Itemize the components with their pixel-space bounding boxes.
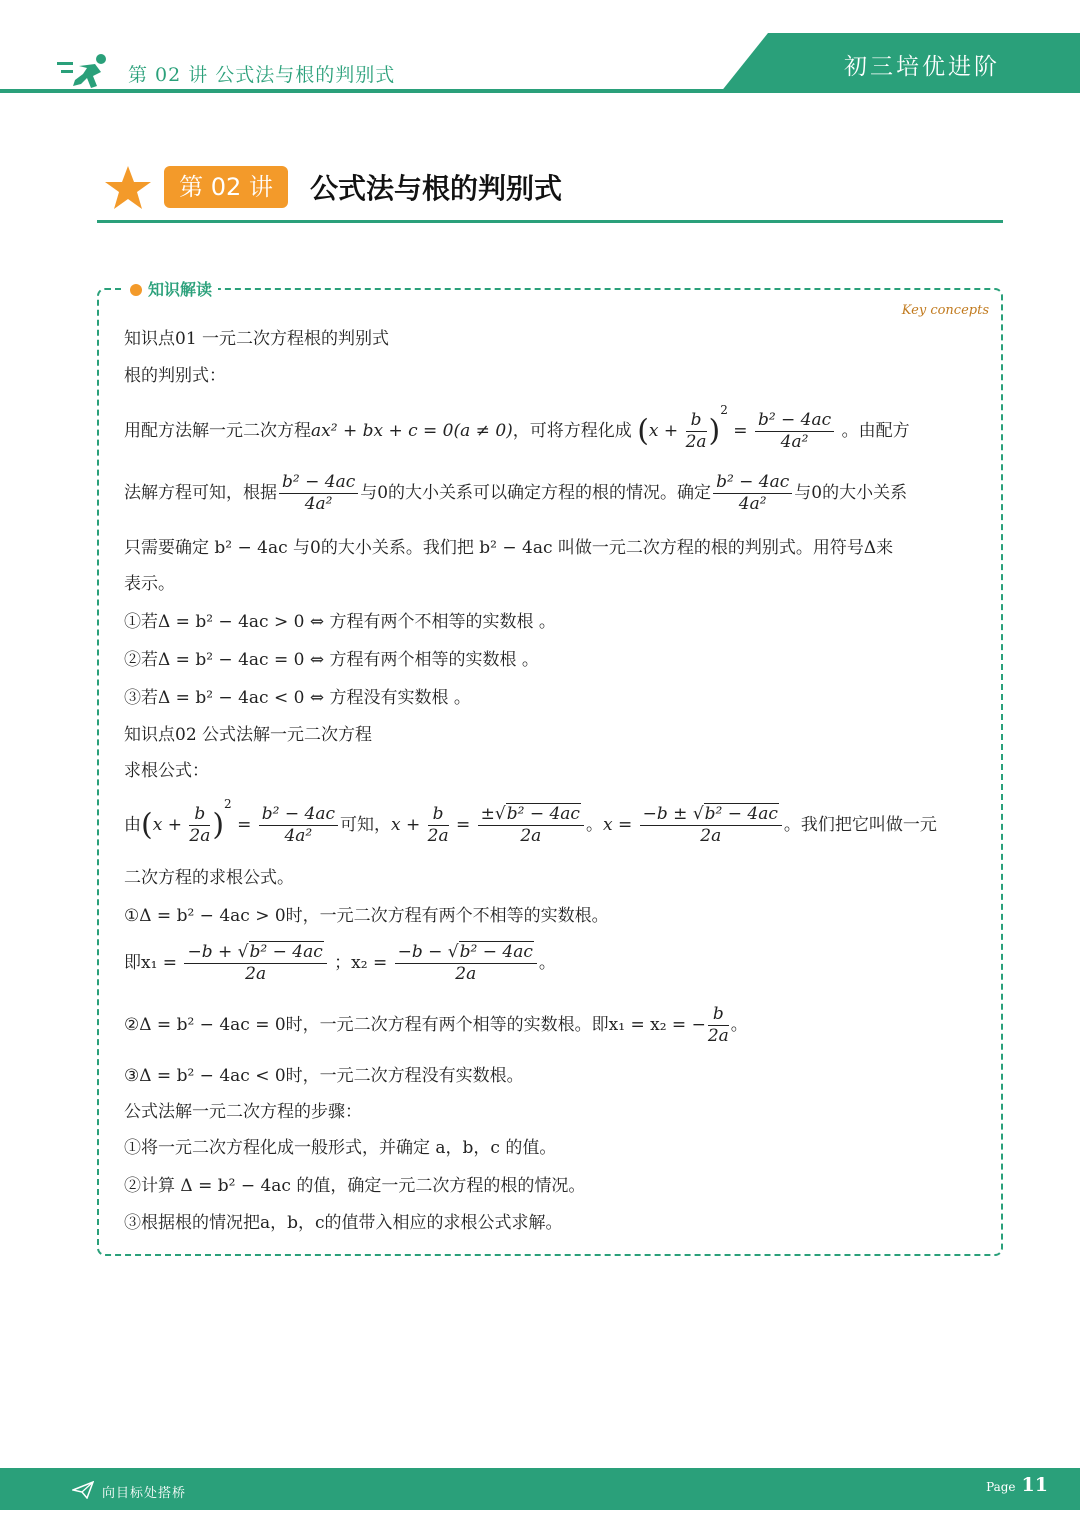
fraction-denominator: 2a <box>427 826 449 846</box>
fraction <box>755 412 834 451</box>
fraction-denominator: 2a <box>520 826 542 846</box>
paper-plane-icon <box>72 1481 94 1499</box>
lesson-badge: 第 02 讲 <box>164 166 288 208</box>
formula-line <box>124 798 937 845</box>
case-item: ①若Δ = b² − 4ac > 0 ⇔ 方程有两个不相等的实数根 。 <box>124 612 556 632</box>
fraction-numerator: b² − 4ac <box>259 806 338 826</box>
text-run: 。 <box>538 953 556 973</box>
radicand: b² − 4ac <box>459 942 533 962</box>
kp1-subheading: 根的判别式： <box>124 366 226 386</box>
page-header <box>0 0 1080 100</box>
paragraph-line <box>124 474 907 513</box>
step-item: ③根据根的情况把a，b，c的值带入相应的求根公式求解。 <box>124 1213 563 1233</box>
fraction-denominator: 2a <box>455 964 477 984</box>
root-case-3: ③Δ = b² − 4ac < 0时，一元二次方程没有实数根。 <box>124 1066 524 1086</box>
bullet-dot-icon <box>130 284 142 296</box>
text-run: 。由配方 <box>841 421 910 441</box>
fraction <box>428 806 449 845</box>
fraction-numerator <box>478 806 584 826</box>
text-run: 。我们把它叫做一元 <box>783 815 937 835</box>
text-run: 。 <box>585 815 603 835</box>
text-run: 与0的大小关系 <box>794 483 908 503</box>
paren: ) <box>708 413 721 449</box>
paragraph-line: 二次方程的求根公式。 <box>124 868 294 888</box>
fraction-numerator <box>640 806 782 826</box>
fraction <box>478 806 584 845</box>
radicand: b² − 4ac <box>249 942 323 962</box>
text-run: ；x₂ = <box>334 953 388 973</box>
equals-sign: = <box>237 815 252 835</box>
fraction <box>279 474 358 513</box>
fraction-numerator: b <box>686 412 707 432</box>
footer-slogan: 向目标处搭桥 <box>102 1486 187 1501</box>
case-item: ③若Δ = b² − 4ac < 0 ⇔ 方程没有实数根 。 <box>124 688 471 708</box>
fraction-numerator: b² − 4ac <box>279 474 358 494</box>
header-lesson-title: 第 02 讲 公式法与根的判别式 <box>128 64 396 86</box>
fraction-numerator: b <box>708 1006 729 1026</box>
page-number <box>986 1474 1048 1496</box>
text-run: 可知， <box>339 815 391 835</box>
fraction-denominator: 4a² <box>738 494 767 514</box>
section-label <box>124 277 218 300</box>
text-run: ②Δ = b² − 4ac = 0时，一元二次方程有两个相等的实数根。即x₁ = x₂ = − <box>124 1015 706 1035</box>
kp1-heading: 知识点01 一元二次方程根的判别式 <box>124 329 390 349</box>
fraction-denominator: 2a <box>189 826 211 846</box>
root-sign: √ <box>237 942 249 962</box>
text-run: 与0的大小关系可以确定方程的根的情况。确定 <box>360 483 712 503</box>
fraction <box>259 806 338 845</box>
math-term: x + <box>648 421 679 441</box>
text-run: 。 <box>730 1015 748 1035</box>
fraction <box>189 806 210 845</box>
root-sign: √ <box>447 942 459 962</box>
exponent: 2 <box>720 403 728 417</box>
paragraph-line: 只需要确定 b² − 4ac 与0的大小关系。我们把 b² − 4ac 叫做一元二次方程的根的判别式。用符号Δ来 <box>124 538 894 558</box>
fraction-denominator: 4a² <box>284 826 313 846</box>
step-item: ①将一元二次方程化成一般形式，并确定 a，b，c 的值。 <box>124 1138 557 1158</box>
paragraph-line: 表示。 <box>124 574 175 594</box>
root-sign: √ <box>692 804 704 824</box>
radicand: b² − 4ac <box>704 804 778 824</box>
text-run: 由 <box>124 815 141 835</box>
paren: ( <box>141 807 153 843</box>
roots-line <box>124 944 556 983</box>
section-label-text: 知识解读 <box>148 280 213 299</box>
fraction-numerator <box>184 944 326 964</box>
math-term: −b + <box>187 942 233 962</box>
fraction <box>184 944 326 983</box>
fraction <box>395 944 537 983</box>
radicand: b² − 4ac <box>506 804 580 824</box>
page-label: Page <box>986 1480 1016 1494</box>
root-case-2 <box>124 1006 748 1045</box>
fraction-numerator: b <box>428 806 449 826</box>
case-item: ②若Δ = b² − 4ac = 0 ⇔ 方程有两个相等的实数根 。 <box>124 650 539 670</box>
fraction-numerator: b² − 4ac <box>713 474 792 494</box>
equation-general: ax² + bx + c = 0(a ≠ 0) <box>311 421 513 441</box>
fraction-numerator <box>395 944 537 964</box>
runner-icon <box>55 52 115 92</box>
text-run: 即x₁ = <box>124 953 178 973</box>
fraction-numerator: b <box>189 806 210 826</box>
plus-minus-root: ±√ <box>480 804 506 824</box>
fraction-denominator: 2a <box>700 826 722 846</box>
text-run: 用配方法解一元二次方程 <box>124 421 311 441</box>
math-term: −b − <box>397 942 443 962</box>
title-rule <box>97 220 1003 223</box>
fraction-denominator: 4a² <box>304 494 333 514</box>
equals-sign: = <box>456 815 471 835</box>
math-term: x + <box>390 815 421 835</box>
fraction-numerator: b² − 4ac <box>755 412 834 432</box>
paragraph-line <box>124 404 910 451</box>
math-term: −b ± <box>642 804 688 824</box>
fraction-denominator: 2a <box>707 1026 729 1046</box>
fraction-denominator: 2a <box>245 964 267 984</box>
fraction-denominator: 2a <box>685 432 707 452</box>
fraction-denominator: 4a² <box>780 432 809 452</box>
math-term: x + <box>152 815 182 835</box>
equals-sign: = <box>733 421 748 441</box>
fraction <box>713 474 792 513</box>
kp2-subheading: 求根公式： <box>124 761 209 781</box>
paren: ) <box>212 807 225 843</box>
header-series-title: 初三培优进阶 <box>844 54 1000 80</box>
page-title: 公式法与根的判别式 <box>310 172 563 205</box>
page-number-value: 11 <box>1021 1474 1048 1496</box>
fraction <box>640 806 782 845</box>
step-item: ②计算 Δ = b² − 4ac 的值，确定一元二次方程的根的情况。 <box>124 1176 586 1196</box>
steps-heading: 公式法解一元二次方程的步骤： <box>124 1102 362 1122</box>
exponent: 2 <box>224 797 232 811</box>
fraction <box>708 1006 729 1045</box>
fraction <box>686 412 707 451</box>
math-term: x = <box>602 815 633 835</box>
text-run: 法解方程可知，根据 <box>124 483 277 503</box>
text-run: ，可将方程化成 <box>512 421 632 441</box>
key-concepts-label: Key concepts <box>901 303 989 318</box>
paren: ( <box>637 413 649 449</box>
star-icon <box>104 164 152 212</box>
kp2-heading: 知识点02 公式法解一元二次方程 <box>124 725 373 745</box>
root-case-1: ①Δ = b² − 4ac > 0时，一元二次方程有两个不相等的实数根。 <box>124 906 609 926</box>
